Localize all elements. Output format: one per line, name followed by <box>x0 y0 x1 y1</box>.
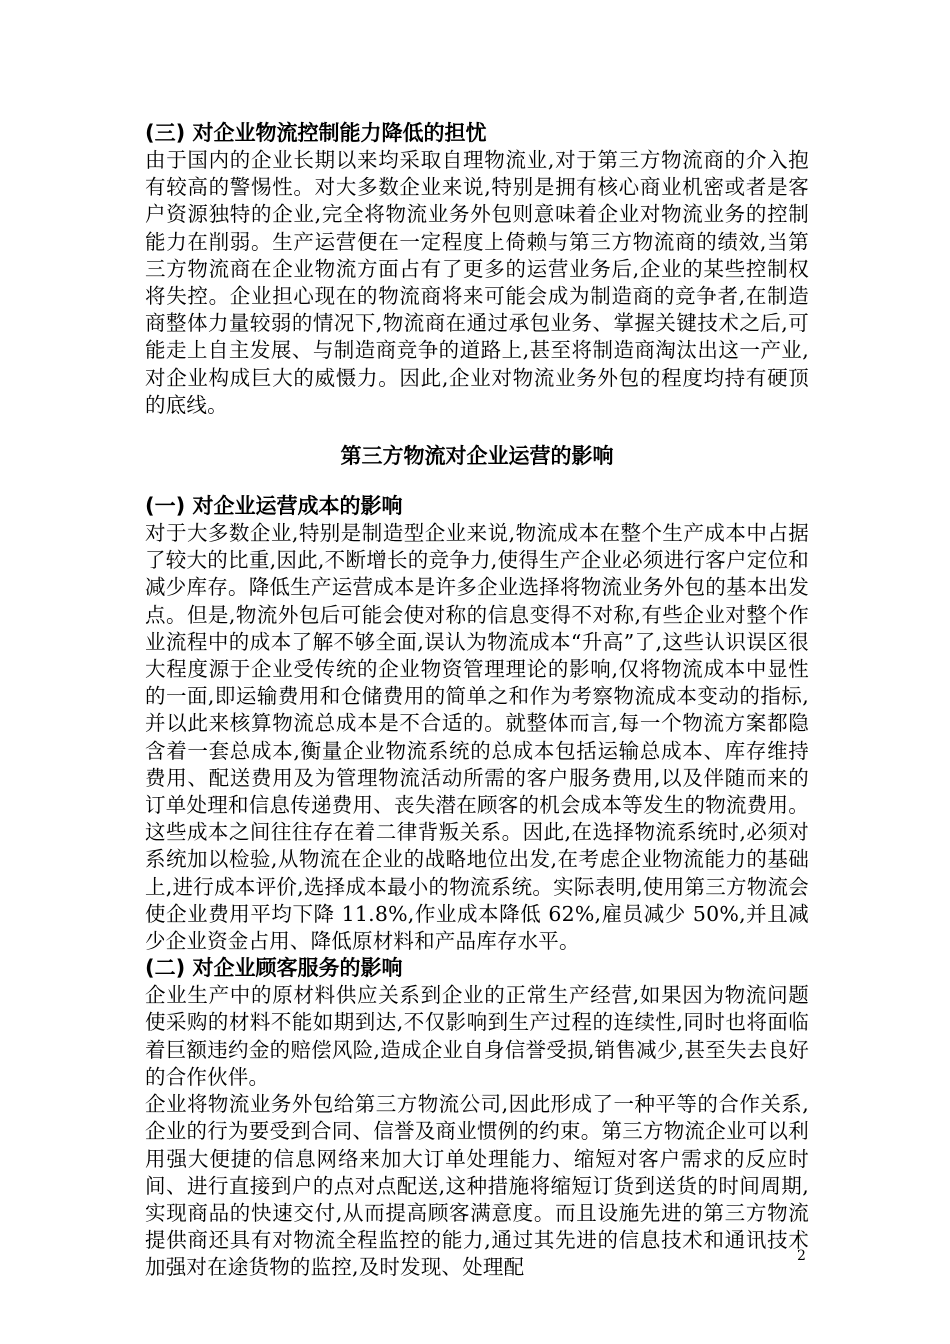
section-title-impact: 第三方物流对企业运营的影响 <box>340 444 614 469</box>
paragraph-customer-service-2: 企业将物流业务外包给第三方物流公司,因此形成了一种平等的合作关系,企业的行为要受到合同、信誉及商业惯例的约束。第三方物流企业可以利用强大便捷的信息网络来加大订单处理能力、缩短对客户需求的反应时间、进行直接到户的点对点配送,这种措施将缩短订货到送货的时间周期,实现商品的快速交付,从而提高顾客满意度。而且设施先进的第三方物流提供商还具有对物流全程监控的能力,通过其先进的信息技术和通讯技术加强对在途货物的监控,及时发现、处理配 <box>145 1092 809 1280</box>
document-page <box>145 120 809 1282</box>
heading-operating-cost: (一) 对企业运营成本的影响 <box>145 494 403 519</box>
heading-control-concern: (三) 对企业物流控制能力降低的担忧 <box>145 121 487 145</box>
page-number: 2 <box>797 1248 806 1264</box>
heading-customer-service: (二) 对企业顾客服务的影响 <box>145 956 403 981</box>
paragraph-operating-cost: 对于大多数企业,特别是制造型企业来说,物流成本在整个生产成本中占据了较大的比重,因此,不断增长的竞争力,使得生产企业必须进行客户定位和减少库存。降低生产运营成本是许多企业选择将物流业务外包的基本出发点。但是,物流外包后可能会使对称的信息变得不对称,有些企业对整个作业流程中的成本了解不够全面,误认为物流成本“升高”了,这些认识误区很大程度源于企业受传统的企业物资管理理论的影响,仅将物流成本中显性的一面,即运输费用和仓储费用的简单之和作为考察物流成本变动的指标,并以此来核算物流总成本是不合适的。就整体而言,每一个物流方案都隐含着一套总成本,衡量企业物流系统的总成本包括运输总成本、库存维持费用、配送费用及为管理物流活动所需的客户服务费用,以及伴随而来的订单处理和信息传递费用、丧失潜在顾客的机会成本等发生的物流费用。这些成本之间往往存在着二律背叛关系。因此,在选择物流系统时,必须对系统加以检验,从物流在企业的战略地位出发,在考虑企业物流能力的基础上,进行成本评价,选择成本最小的物流系统。实际表明,使用第三方物流会使企业费用平均下降 11.8%,作业成本降低 62%,雇员减少 50%,并且减少企业资金占用、降低原材料和产品库存水平。 <box>145 521 809 954</box>
paragraph-customer-service-1: 企业生产中的原材料供应关系到企业的正常生产经营,如果因为物流问题使采购的材料不能如期到达,不仅影响到生产过程的连续性,同时也将面临着巨额违约金的赔偿风险,造成企业自身信誉受损,销售减少,甚至失去良好的合作伙伴。 <box>145 983 809 1089</box>
paragraph-control-concern: 由于国内的企业长期以来均采取自理物流业,对于第三方物流商的介入抱有较高的警惕性。对大多数企业来说,特别是拥有核心商业机密或者是客户资源独特的企业,完全将物流业务外包则意味着企业对物流业务的控制能力在削弱。生产运营便在一定程度上倚赖与第三方物流商的绩效,当第三方物流商在企业物流方面占有了更多的运营业务后,企业的某些控制权将失控。企业担心现在的物流商将来可能会成为制造商的竞争者,在制造商整体力量较弱的情况下,物流商在通过承包业务、掌握关键技术之后,可能走上自主发展、与制造商竞争的道路上,甚至将制造商淘汰出这一产业,对企业构成巨大的威慑力。因此,企业对物流业务外包的程度均持有硬顶的底线。 <box>145 148 809 417</box>
